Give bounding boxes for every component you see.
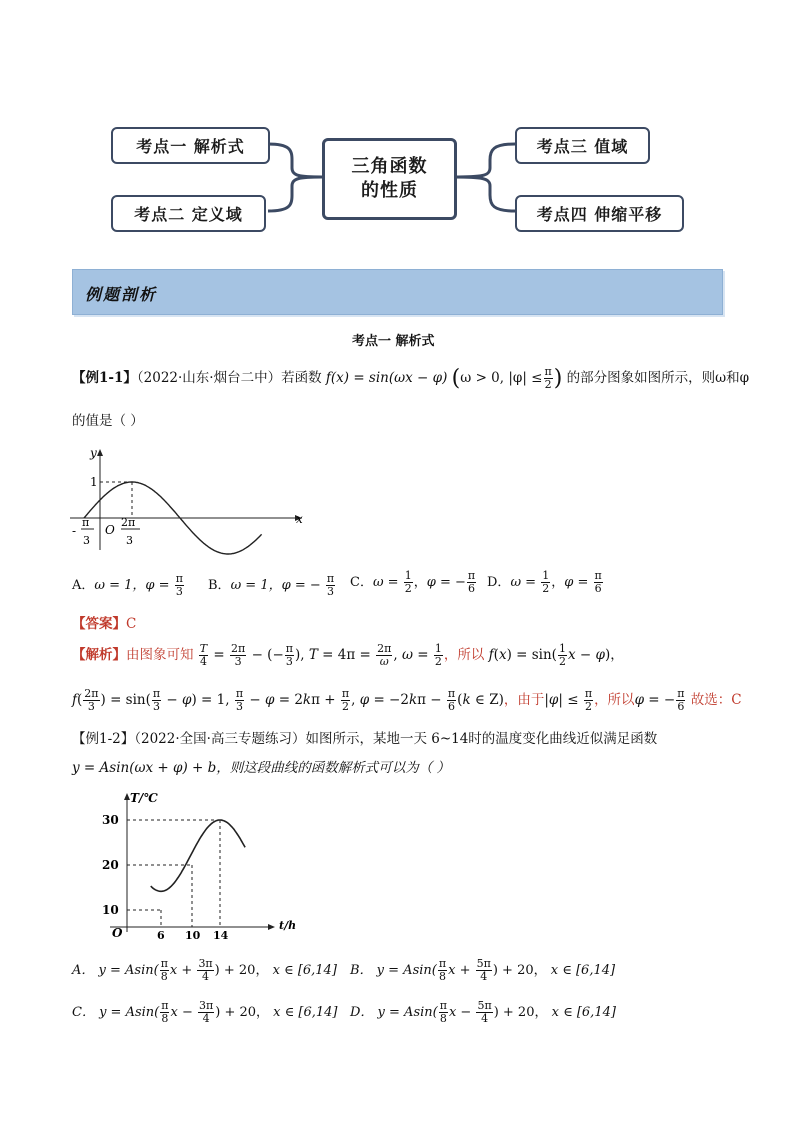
ex1-sine-graph	[70, 445, 310, 555]
ex1-question-line1: 【例1-1】（2022·山东·烟台二中）若函数 f(x) = sin(ωx − φ) (ω > 0, |φ| ≤ $\frac{\pi}{2}$ ) 的部分图象如图所示，则ω和φ	[72, 365, 750, 391]
ex2-option-a-prefix: A． y = Asin(	[72, 963, 159, 978]
ex2-option-b-domain: x ∈ [6,14]	[550, 963, 616, 978]
ex1-analysis-line1: 【解析】由图象可知 $\frac{T}{4}$ = $\frac{2\pi}{3}$ − (− $\frac{\pi}{3}$ ), T = 4π = $\frac{2\pi}{\omega}$ , ω = $\frac{1}{2}$ ，所以 f(x) = sin( $\frac{1}{2}$ x − φ)，	[72, 642, 624, 668]
ex2-option-c-domain: x ∈ [6,14]	[273, 1005, 338, 1020]
answer-value: C	[126, 616, 137, 632]
option-b-text: ω = 1，φ = −	[230, 578, 321, 593]
ex1-option-d[interactable]: D．ω = $\frac{1}{2}$ ，φ = $\frac{\pi}{6}$	[487, 569, 602, 595]
ex2-graph-x-label: t/h	[279, 919, 297, 932]
analysis-text-3: ，所以	[594, 692, 635, 708]
ex1-tail: 的部分图象如图所示，则ω和φ	[566, 370, 750, 386]
ex1-question-line2: 的值是（ ）	[72, 413, 144, 429]
opt-a-den: 3	[175, 585, 183, 598]
ex1-graph-origin: O	[105, 523, 115, 537]
ex1-graph-three: 3	[126, 534, 133, 547]
ex1-option-c[interactable]: C．ω = $\frac{1}{2}$ ，φ = − $\frac{\pi}{6}$	[350, 569, 476, 595]
ex2-graph-y20: 20	[102, 858, 119, 872]
ex2-option-d-domain: x ∈ [6,14]	[551, 1005, 616, 1020]
topic-3-label: 考点三 值域	[536, 137, 629, 156]
ex1-function: f(x) = sin(ωx − φ)	[325, 370, 448, 386]
ex1-graph-neg-three: 3	[83, 534, 90, 547]
option-a-text: ω = 1，φ =	[94, 578, 170, 593]
center-line-1: 三角函数	[351, 156, 428, 177]
ex2-graph-x6: 6	[157, 929, 165, 942]
analysis-text-1: 由图象可知	[126, 647, 194, 663]
ex1-cond-num: π	[544, 365, 552, 378]
ex2-option-c-prefix: C． y = Asin(	[72, 1005, 160, 1020]
mindmap-topic-2	[111, 195, 266, 232]
section-banner	[72, 269, 723, 315]
ex2-option-b-prefix: B． y = Asin(	[350, 963, 437, 978]
ex2-label: 【例1-2】	[72, 731, 135, 747]
ex1-graph-neg-pi: π	[82, 516, 90, 529]
mindmap-topic-1	[111, 127, 270, 164]
option-c-label: C．	[350, 575, 373, 590]
opt-b-den: 3	[327, 585, 334, 598]
ex2-question-line2: y = Asin(ωx + φ) + b，则这段曲线的函数解析式可以为（ ）	[72, 760, 451, 776]
analysis-label: 【解析】	[72, 647, 126, 663]
ex2-graph-origin: O	[112, 926, 123, 940]
topic-2-label: 考点二 定义域	[134, 205, 243, 224]
ex2-graph-x14: 14	[213, 929, 229, 942]
ex2-graph-y10: 10	[102, 903, 119, 917]
opt-b-num: π	[326, 572, 335, 585]
topic-1-label: 考点一 解析式	[136, 137, 245, 156]
ex2-option-b[interactable]: B． y = Asin( $\frac{\pi}{8}$ x + $\frac{5\pi}{4}$ ) + 20， x ∈ [6,14]	[350, 957, 616, 983]
ex2-option-a-plus: ) + 20，	[214, 963, 269, 978]
ex2-text: （2022·全国·高三专题练习）如图所示，某地一天 6~14时的温度变化曲线近似满足函数	[134, 731, 658, 747]
ex2-option-a-domain: x ∈ [6,14]	[272, 963, 337, 978]
ex2-temperature-graph	[75, 782, 305, 942]
center-line-2: 的性质	[361, 180, 418, 201]
ex2-graph-y30: 30	[102, 813, 119, 827]
option-d-text: ω =	[510, 575, 537, 590]
option-a-label: A．	[72, 578, 95, 593]
ex2-question-line1	[72, 727, 657, 747]
ex1-answer	[72, 612, 136, 632]
banner-title: 例题剖析	[85, 285, 158, 304]
ex2-option-d[interactable]: D． y = Asin( $\frac{\pi}{8}$ x − $\frac{5\pi}{4}$ ) + 20， x ∈ [6,14]	[350, 999, 616, 1025]
analysis-text-2: ，由于	[503, 692, 545, 708]
ex2-graph-x10: 10	[185, 929, 201, 942]
ex2-option-d-prefix: D． y = Asin(	[350, 1005, 438, 1020]
ex1-label: 【例1-1】	[72, 370, 137, 386]
ex2-option-a[interactable]: A． y = Asin( $\frac{\pi}{8}$ x + $\frac{3\pi}{4}$ ) + 20， x ∈ [6,14]	[72, 957, 337, 983]
option-b-label: B．	[208, 578, 231, 593]
ex2-graph-y-label: T/℃	[130, 791, 158, 805]
ex1-option-a[interactable]	[72, 573, 185, 598]
topic-4-label: 考点四 伸缩平移	[536, 205, 663, 224]
ex1-option-b[interactable]	[208, 573, 336, 598]
ex1-graph-y-label: y	[90, 446, 97, 460]
mindmap-topic-3	[515, 127, 650, 164]
opt-a-num: π	[175, 572, 183, 585]
mindmap-center	[322, 138, 457, 220]
section-title: 考点一 解析式	[352, 334, 435, 349]
ex2-option-c-plus: ) + 20，	[215, 1005, 270, 1020]
ex1-graph-two-pi: 2π	[121, 516, 136, 529]
answer-label: 【答案】	[72, 616, 126, 632]
mindmap-topic-4	[515, 195, 684, 232]
ex1-cond-den: 2	[544, 378, 552, 391]
ex1-graph-neg: -	[72, 524, 77, 538]
analysis-text-1b: ，所以	[443, 647, 485, 663]
analysis-end: 故选：C	[690, 692, 742, 708]
ex2-option-b-plus: ) + 20，	[492, 963, 547, 978]
ex1-graph-one: 1	[90, 475, 98, 489]
ex1-analysis-line2: f( $\frac{2\pi}{3}$ ) = sin( $\frac{\pi}{3}$ − φ) = 1, $\frac{\pi}{3}$ − φ = 2kπ + $\frac{\pi}{2}$ , φ = −2kπ − $\frac{\pi}{6}$ (k ∈ Z)，由于|φ| ≤ $\frac{\pi}{2}$ ，所以φ = − $\frac{\pi}{6}$ 故选：C	[72, 687, 742, 713]
ex1-source: （2022·山东·烟台二中）若函数	[136, 370, 322, 386]
ex2-option-c[interactable]: C． y = Asin( $\frac{\pi}{8}$ x − $\frac{3\pi}{4}$ ) + 20， x ∈ [6,14]	[72, 999, 338, 1025]
ex1-graph-x-label: x	[296, 512, 303, 526]
option-c-text: ω =	[372, 575, 399, 590]
option-d-label: D．	[487, 575, 511, 590]
ex1-condition: ω > 0, |φ| ≤	[460, 370, 543, 386]
ex2-option-d-plus: ) + 20，	[493, 1005, 548, 1020]
